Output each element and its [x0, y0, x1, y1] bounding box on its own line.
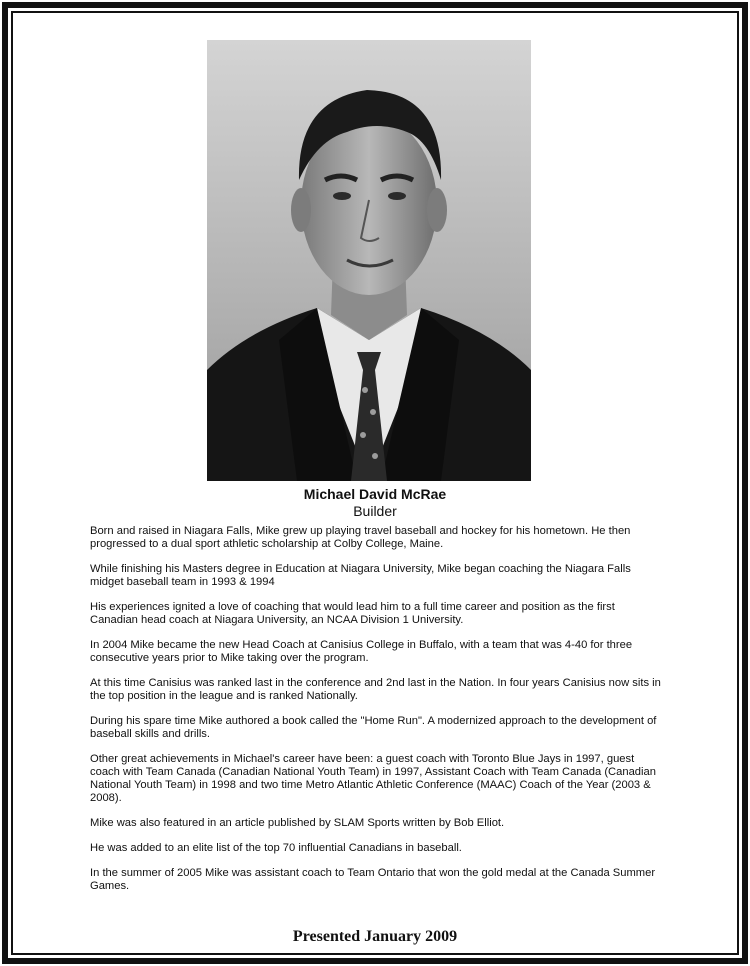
- bio-paragraph: At this time Canisius was ranked last in the conference and 2nd last in the Nation. In four years Canisius now sits in the top position in the league and is ranked Nationally.: [90, 677, 661, 702]
- bio-paragraph: While finishing his Masters degree in Education at Niagara University, Mike began coaching the Niagara Falls midget baseball team in 1993 & 1994: [90, 563, 631, 588]
- presented-date: Presented January 2009: [292, 928, 458, 945]
- bio-paragraph: Born and raised in Niagara Falls, Mike grew up playing travel baseball and hockey for his hometown. He then progressed to a dual sport athletic scholarship at Colby College, Maine.: [90, 525, 631, 550]
- portrait-photo: [207, 40, 531, 481]
- bio-paragraph: During his spare time Mike authored a book called the "Home Run". A modernized approach to the development of baseball skills and drills.: [90, 715, 657, 740]
- honoree-category: Builder: [353, 503, 397, 519]
- bio-paragraph: In 2004 Mike became the new Head Coach at Canisius College in Buffalo, with a team that was 4-40 for three consecutive years prior to Mike taking over the program.: [90, 639, 633, 664]
- biography: [90, 525, 662, 905]
- portrait-illustration: [207, 40, 531, 481]
- bio-paragraph: In the summer of 2005 Mike was assistant coach to Team Ontario that won the gold medal at the Canada Summer Games.: [90, 867, 656, 892]
- bio-paragraph: Mike was also featured in an article published by SLAM Sports written by Bob Elliot.: [90, 817, 505, 829]
- honoree-name: Michael David McRae: [303, 486, 447, 502]
- bio-paragraph: His experiences ignited a love of coaching that would lead him to a full time career and position as the first Canadian head coach at Niagara University, an NCAA Division 1 University.: [90, 601, 615, 626]
- bio-paragraph: He was added to an elite list of the top 70 influential Canadians in baseball.: [90, 842, 462, 854]
- bio-paragraph: Other great achievements in Michael's career have been: a guest coach with Toronto Blue Jays in 1997, guest coach with Team Canada (Canadian National Youth Team) in 1997, Assistant Coach with Team Canada (Canadian National Youth Team) in 1998 and two time Metro Atlantic Athletic Conference (MAAC) Coach of the Year (2003 & 2008).: [90, 753, 656, 804]
